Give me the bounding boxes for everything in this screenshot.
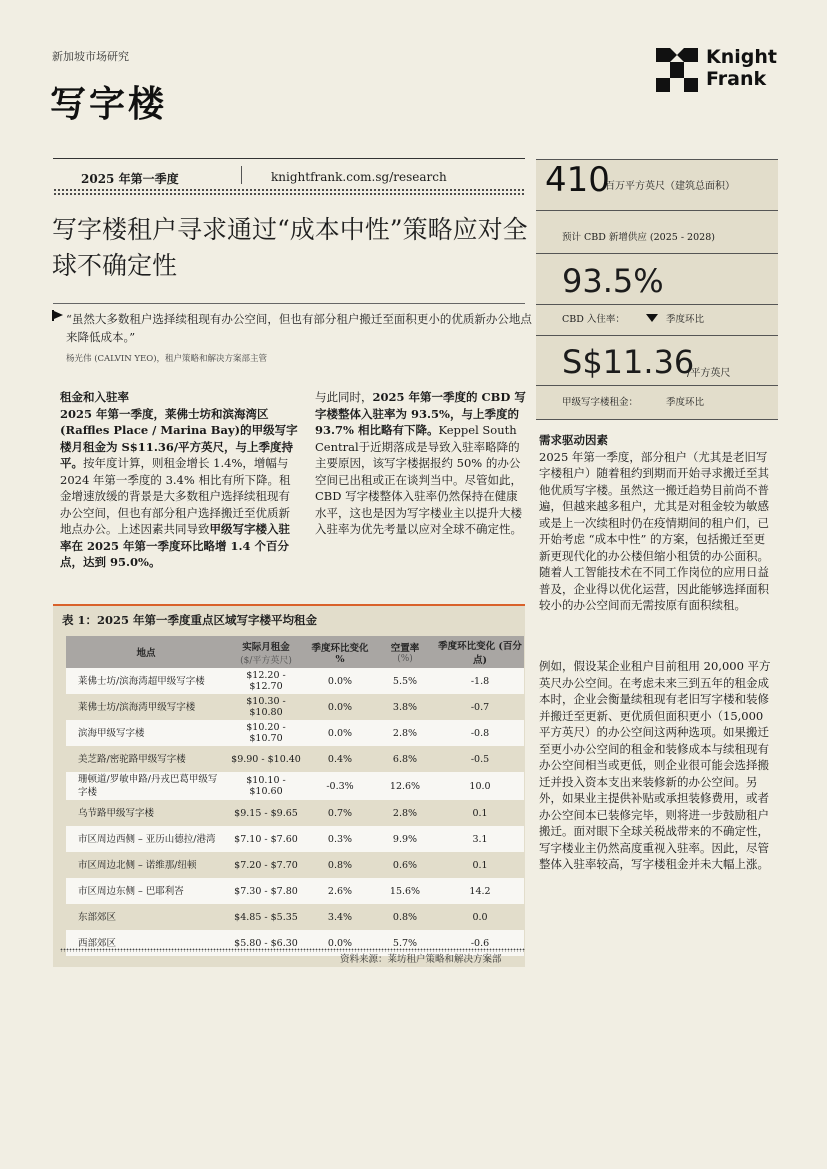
- cell-location: 莱佛士坊/滨海湾甲级写字楼: [66, 694, 226, 720]
- panel-rule: [536, 253, 778, 254]
- supply-label: 预计 CBD 新增供应 (2025 - 2028): [562, 232, 715, 243]
- body-paragraph: 与此同时，: [315, 390, 373, 404]
- table-row: [66, 878, 524, 904]
- cell-vacancy-change: -0.5: [436, 746, 524, 772]
- body-column-demand: [539, 432, 771, 614]
- cell-location: 市区周边北侧 – 诺维那/纽顿: [66, 852, 226, 878]
- cell-vacancy-change: 3.1: [436, 826, 524, 852]
- col-header-vacancy: 空置率 (%): [374, 636, 436, 668]
- col-header-rent: 实际月租金 ($/平方英尺): [226, 636, 306, 668]
- cell-vacancy: 2.8%: [374, 720, 436, 746]
- col-header-location: 地点: [66, 636, 226, 668]
- report-category: 新加坡市场研究: [52, 50, 129, 63]
- table-row: [66, 800, 524, 826]
- cell-vacancy: 9.9%: [374, 826, 436, 852]
- table-row: [66, 904, 524, 930]
- research-link[interactable]: knightfrank.com.sg/research: [271, 170, 447, 184]
- cell-vacancy-change: 0.1: [436, 800, 524, 826]
- cell-vacancy: 15.6%: [374, 878, 436, 904]
- cell-location: 珊顿道/罗敏申路/丹戎巴葛甲级写字楼: [66, 772, 226, 800]
- rent-unit: /平方英尺: [687, 368, 731, 379]
- supply-value: 410: [545, 160, 610, 200]
- col-header-vacancy-change: 季度环比变化 (百分点): [436, 636, 524, 668]
- body-column-example: [539, 658, 771, 873]
- cell-vacancy: 6.8%: [374, 746, 436, 772]
- brand-name: Knight Frank: [706, 46, 777, 90]
- cell-rent-change: 0.0%: [306, 694, 374, 720]
- rent-trend: 季度环比: [666, 397, 705, 408]
- cell-location: 莱佛士坊/滨海湾超甲级写字楼: [66, 668, 226, 694]
- body-paragraph: 2025 年第一季度，部分租户（尤其是老旧写字楼租户）随着租约到期而开始寻求搬迁至其他优质写字楼。虽然这一搬迁趋势目前尚不普遍，但越来越多租户，尤其是对租金较为敏感或是上一次续租时仍在疫情期间的租户们，已开始考虑 “成本中性” 的方案，包括搬迁至更新更现代化的办公楼但缩小租赁的办公面积。随着人工智能技术在不同工作岗位的应用日益普及，企业得以优化运营，因此能够选择面积较小的办公空间而无需按原有面积续租。: [539, 449, 769, 612]
- cell-rent-change: 0.0%: [306, 720, 374, 746]
- emphasis-text: 2025 年第一季度的 CBD 写字楼整体入驻率为 93.5%，与上季度的 93.7% 相比略有下降。: [315, 390, 526, 437]
- panel-rule: [536, 419, 778, 420]
- cell-rent: $9.15 - $9.65: [226, 800, 306, 826]
- cell-location: 市区周边西侧 – 亚历山德拉/港湾: [66, 826, 226, 852]
- issue-top-rule: [53, 158, 525, 159]
- cell-vacancy: 2.8%: [374, 800, 436, 826]
- cell-vacancy: 5.7%: [374, 930, 436, 956]
- table-row: [66, 720, 524, 746]
- cell-rent-change: 0.0%: [306, 930, 374, 956]
- section-heading: 租金和入驻率: [60, 390, 129, 404]
- table-row: [66, 772, 524, 800]
- quote-flag-icon: [52, 310, 64, 321]
- body-paragraph: Keppel South Central于近期落成是导致入驻率略降的主要原因，该写字楼据报约 50% 的办公空间已出租或正在谈判当中。尽管如此，CBD 写字楼整体入驻率仍然保持在健康水平，这也是因为写字楼业主以提升大楼入驻率为优先考量以应对全球不确定性。: [315, 423, 522, 536]
- cell-location: 乌节路甲级写字楼: [66, 800, 226, 826]
- emphasis-text: 甲级写字楼入驻率在 2025 年第一季度环比略增 1.4 个百分点，达到 95.0%。: [60, 522, 290, 569]
- col-header-rent-change: 季度环比变化 %: [306, 636, 374, 668]
- panel-rule: [536, 304, 778, 305]
- cell-rent: $9.90 - $10.40: [226, 746, 306, 772]
- cell-vacancy-change: 0.1: [436, 852, 524, 878]
- cell-location: 滨海甲级写字楼: [66, 720, 226, 746]
- cell-vacancy: 12.6%: [374, 772, 436, 800]
- table-row: [66, 694, 524, 720]
- cell-rent: $5.80 - $6.30: [226, 930, 306, 956]
- panel-rule: [536, 385, 778, 386]
- cell-location: 西部郊区: [66, 930, 226, 956]
- knight-frank-logo-icon: [656, 48, 698, 92]
- table-row: [66, 852, 524, 878]
- cell-vacancy: 5.5%: [374, 668, 436, 694]
- rent-value: S$11.36: [562, 343, 695, 381]
- lead-paragraph: 2025 年第一季度，莱佛士坊和滨海湾区 (Raffles Place / Marina Bay)的甲级写字楼月租金为 S$11.36/平方英尺，与上季度持平。: [60, 406, 298, 470]
- quote-rule: [53, 303, 525, 304]
- occupancy-trend: 季度环比: [666, 314, 705, 325]
- body-paragraph: 按年度计算，则租金增长 1.4%，增幅与 2024 年第一季度的 3.4% 相比有所下降。租金增速放缓的背景是大多数租户选择续租现有办公空间，但也有部分租户选择搬迁至优质新地点办公。上述因素共同导致: [60, 456, 291, 536]
- col-header-rent-unit: ($/平方英尺): [240, 655, 292, 666]
- cell-rent: $7.30 - $7.80: [226, 878, 306, 904]
- cell-vacancy-change: -0.6: [436, 930, 524, 956]
- rent-label: 甲级写字楼租金：: [562, 397, 639, 408]
- dotted-divider: [53, 188, 525, 196]
- cell-rent: $4.85 - $5.35: [226, 904, 306, 930]
- cell-rent: $10.30 - $10.80: [226, 694, 306, 720]
- section-heading: 需求驱动因素: [539, 433, 608, 447]
- rent-table: [66, 636, 524, 956]
- cell-vacancy-change: -0.7: [436, 694, 524, 720]
- panel-rule: [536, 335, 778, 336]
- cell-vacancy-change: 0.0: [436, 904, 524, 930]
- cell-rent: $10.10 - $10.60: [226, 772, 306, 800]
- brand-logo[interactable]: [656, 46, 777, 98]
- table-row: [66, 826, 524, 852]
- cell-rent-change: 0.8%: [306, 852, 374, 878]
- headline: 写字楼租户寻求通过“成本中性”策略应对全球不确定性: [52, 215, 528, 280]
- issue-quarter: 2025 年第一季度: [81, 172, 179, 186]
- down-triangle-icon: [646, 314, 658, 322]
- cell-vacancy-change: -0.8: [436, 720, 524, 746]
- cell-location: 美芝路/密驼路甲级写字楼: [66, 746, 226, 772]
- page-title: 写字楼: [50, 83, 168, 125]
- occupancy-value: 93.5%: [562, 262, 664, 300]
- cell-rent-change: 0.7%: [306, 800, 374, 826]
- cell-rent-change: 2.6%: [306, 878, 374, 904]
- supply-unit: 百万平方英尺（建筑总面积）: [605, 181, 735, 192]
- quote-attribution: 杨光伟 (CALVIN YEO)，租户策略和解决方案部主管: [66, 354, 268, 364]
- body-column-rents: [60, 389, 300, 571]
- cell-vacancy-change: 10.0: [436, 772, 524, 800]
- table-row: [66, 668, 524, 694]
- col-header-vacancy-unit: (%): [397, 654, 413, 664]
- issue-bar: [53, 166, 525, 188]
- pull-quote: “虽然大多数租户选择续租现有办公空间，但也有部分租户搬迁至面积更小的优质新办公地点来降低成本。”: [66, 312, 532, 344]
- cell-location: 东部郊区: [66, 904, 226, 930]
- cell-rent: $7.20 - $7.70: [226, 852, 306, 878]
- cell-rent: $7.10 - $7.60: [226, 826, 306, 852]
- panel-rule: [536, 210, 778, 211]
- table-header-row: [66, 636, 524, 668]
- body-column-occupancy: [315, 389, 528, 538]
- occupancy-label: CBD 入住率：: [562, 314, 625, 325]
- cell-rent: $10.20 - $10.70: [226, 720, 306, 746]
- cell-rent-change: 0.3%: [306, 826, 374, 852]
- cell-rent-change: -0.3%: [306, 772, 374, 800]
- cell-vacancy: 0.6%: [374, 852, 436, 878]
- table-row: [66, 746, 524, 772]
- cell-rent-change: 0.4%: [306, 746, 374, 772]
- cell-vacancy-change: 14.2: [436, 878, 524, 904]
- cell-vacancy-change: -1.8: [436, 668, 524, 694]
- cell-rent-change: 3.4%: [306, 904, 374, 930]
- body-paragraph: 例如，假设某企业租户目前租用 20,000 平方英尺办公空间。在考虑未来三到五年的租金成本时，企业会衡量续租现有老旧写字楼和装修并搬迁至更新、更优质但面积更小（15,000 平方英尺）的办公空间这两种选项。如果搬迁至更小办公空间的租金和装修成本与续租现有办公空间相当或更低，则企业很可能会选择搬迁并投入资本支出来装修新的办公空间。另外，如果业主提供补贴或承担装修费用，或者办公空间本已装修完毕，则将进一步鼓励租户搬迁。面对眼下全球关税战带来的不确定性，写字楼业主仍然高度重视入驻率。因此，尽管整体入驻率较高，写字楼租金并未大幅上涨。: [539, 659, 771, 871]
- table-source: 资料来源：莱坊租户策略和解决方案部: [340, 954, 502, 965]
- cell-vacancy: 3.8%: [374, 694, 436, 720]
- cell-vacancy: 0.8%: [374, 904, 436, 930]
- cell-location: 市区周边东侧 – 巴耶利峇: [66, 878, 226, 904]
- table-accent-rule: [53, 604, 525, 606]
- issue-separator: [241, 166, 242, 184]
- table-title: 表 1：2025 年第一季度重点区域写字楼平均租金: [62, 613, 318, 627]
- cell-rent: $12.20 - $12.70: [226, 668, 306, 694]
- cell-rent-change: 0.0%: [306, 668, 374, 694]
